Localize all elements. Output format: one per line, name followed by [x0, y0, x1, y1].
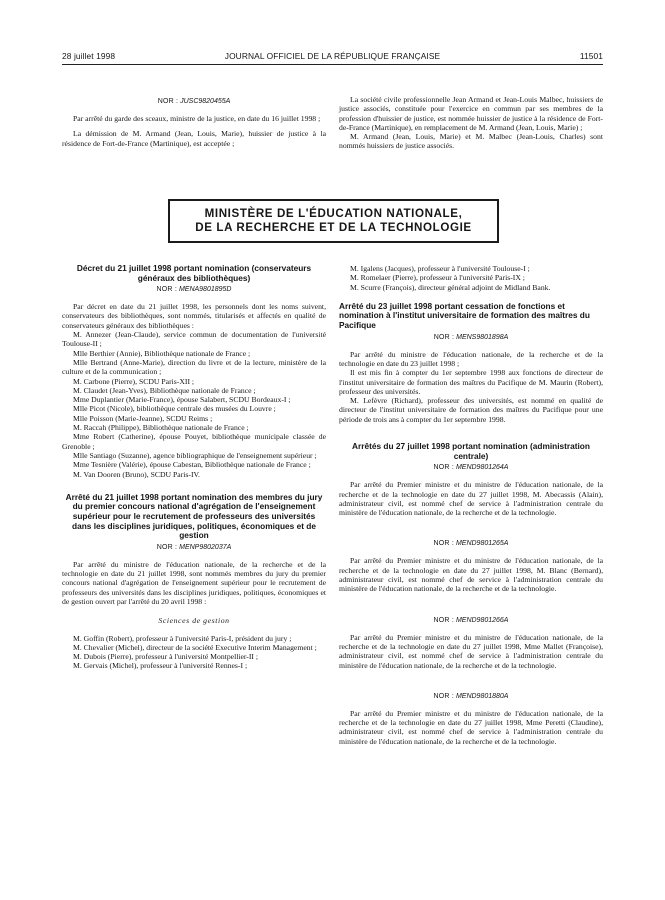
list-item: Mme Tesnière (Valérie), épouse Cabestan, Bibliothèque nationale de France ;: [73, 460, 311, 470]
list-item: M. Carbone (Pierre), SCDU Paris-XII ;: [73, 376, 195, 386]
header-date: 28 juillet 1998: [62, 51, 116, 61]
paragraph: Par arrêté du ministre de l'éducation nationale, de la recherche et de la technologie en date du 23 juillet 1998 ;: [339, 349, 603, 368]
list-item: M. Igalens (Jacques), professeur à l'université Toulouse-I ;: [350, 264, 530, 273]
list-item: M. Scurre (François), directeur général adjoint de Midland Bank.: [350, 282, 551, 292]
list-item: Mlle Berthier (Annie), Bibliothèque nationale de France ;: [73, 348, 251, 358]
decret-title: Décret du 21 juillet 1998 portant nomination (conservateurs généraux des bibliothèques): [76, 263, 312, 283]
list-item: M. Annezer (Jean-Claude), service commun de documentation de l'université Toulouse-II ;: [62, 330, 326, 349]
nor-reference: NOR : MEND9801265A: [433, 540, 509, 548]
paragraph: Par arrêté du Premier ministre et du ministre de l'éducation nationale, de la recherche et de la technologie en date du 27 juillet 1998, Mme Mallet (Françoise), administrateur civil, est nommé chef de service à l'administration centrale du ministère de l'éducation nationale, de la recherche et de la technologie.: [339, 632, 603, 670]
top-right-column: [339, 95, 603, 151]
list-item: Mlle Poisson (Marie-Jeanne), SCDU Reims ;: [73, 413, 213, 423]
list-item: M. Claudet (Jean-Yves), Bibliothèque nationale de France ;: [73, 385, 256, 395]
list-item: M. Chevalier (Michel), directeur de la société Executive Interim Management ;: [73, 642, 317, 652]
paragraph: Il est mis fin à compter du 1er septembre 1998 aux fonctions de directeur de l'institut universitaire de formation des maîtres du Pacifique de M. Maurin (Robert), professeur des universités.: [339, 368, 603, 396]
list-item: Mlle Picot (Nicole), bibliothèque centrale des musées du Louvre ;: [73, 404, 276, 414]
list-item: Mlle Santiago (Suzanne), agence bibliographique de l'enseignement supérieur ;: [73, 450, 317, 460]
list-item: Mlle Bertrand (Anne-Marie), direction du livre et de la lecture, ministère de la culture et de la communication ;: [62, 357, 326, 377]
paragraph: La société civile professionnelle Jean Armand et Jean-Louis Malbec, huissiers de justice associés, constituée pour l'exercice en commun par ses membres de la profession d'huissier de justice, est nommée huissier de justice à la résidence de Fort-de-France (Martinique), en remplacement de M. Armand (Jean, Louis, Marie) ;: [339, 95, 603, 132]
nor-reference: NOR : MENA9801895D: [156, 286, 232, 294]
top-left-column: [62, 95, 326, 148]
arrete-jury-title: Arrêté du 21 juillet 1998 portant nomination des membres du jury du premier concours national d'agrégation de l'enseignement supérieur pour le recrutement de professeurs des universités dans les disciplines juridiques, politiques, économiques et de gestion: [65, 491, 323, 541]
nor-reference: NOR : MEND9801880A: [433, 692, 509, 700]
ministry-heading-line-2: DE LA RECHERCHE ET DE LA TECHNOLOGIE: [195, 221, 472, 234]
ministry-heading-box: [168, 199, 499, 243]
list-item: Mme Robert (Catherine), épouse Pouyet, bibliothèque municipale classée de Grenoble ;: [62, 432, 326, 451]
paragraph: Par arrêté du garde des sceaux, ministre de la justice, en date du 16 juillet 1998 ;: [73, 114, 321, 123]
running-header: [62, 51, 603, 65]
section-subtitle: Sciences de gestion: [158, 616, 230, 626]
list-item: M. Dubois (Pierre), professeur à l'université Montpellier-II ;: [73, 652, 259, 662]
list-item: M. Romelaer (Pierre), professeur à l'université Paris-IX ;: [350, 273, 525, 283]
arrete-cessation-title: Arrêté du 23 juillet 1998 portant cessation de fonctions et nomination à l'institut universitaire de formation des maîtres du Pacifique: [339, 300, 590, 331]
header-rule: [62, 64, 603, 65]
nor-reference: NOR : JUSC9820455A: [157, 98, 231, 105]
list-item: M. Van Dooren (Bruno), SCDU Paris-IV.: [73, 469, 200, 479]
paragraph: M. Lefèvre (Richard), professeur des universités, est nommé en qualité de directeur de l'institut universitaire de formation des maîtres du Pacifique pour une période de trois ans à compter du 1er septembre 1998.: [339, 396, 603, 424]
arretes-admin-title: Arrêtés du 27 juillet 1998 portant nomination (administration centrale): [352, 441, 590, 461]
paragraph: M. Armand (Jean, Louis, Marie) et M. Malbec (Jean-Louis, Charles) sont nommés huissiers de justice associés.: [339, 132, 603, 151]
list-item: M. Goffin (Robert), professeur à l'université Paris-I, président du jury ;: [73, 633, 292, 643]
header-title: JOURNAL OFFICIEL DE LA RÉPUBLIQUE FRANÇAISE: [224, 51, 441, 61]
main-left-column: [62, 264, 326, 671]
nor-reference: NOR : MEND9801264A: [433, 464, 509, 472]
page-number: 11501: [579, 51, 603, 61]
nor-reference: NOR : MENS9801898A: [433, 333, 509, 341]
paragraph: Par arrêté du Premier ministre et du ministre de l'éducation nationale, de la recherche et de la technologie en date du 27 juillet 1998, M. Abecassis (Alain), administrateur civil, est nommé chef de service à l'administration centrale du ministère de l'éducation nationale, de la recherche et de la technologie.: [339, 480, 603, 518]
paragraph: Par arrêté du Premier ministre et du ministre de l'éducation nationale, de la recherche et de la technologie en date du 27 juillet 1998, Mme Peretti (Claudine), administrateur civil, est nommé chef de service à l'administration centrale du ministère de l'éducation nationale, de la recherche et de la technologie.: [339, 708, 603, 746]
list-item: M. Gervais (Michel), professeur à l'université Rennes-I ;: [73, 661, 248, 671]
paragraph: La démission de M. Armand (Jean, Louis, Marie), huissier de justice à la résidence de Fort-de-France (Martinique), est acceptée ;: [62, 129, 326, 148]
main-right-column: [339, 264, 603, 746]
nor-reference: NOR : MENP9802037A: [156, 543, 232, 551]
ministry-heading-line-1: MINISTÈRE DE L'ÉDUCATION NATIONALE,: [204, 207, 463, 220]
paragraph: Par arrêté du Premier ministre et du ministre de l'éducation nationale, de la recherche et de la technologie en date du 27 juillet 1998, M. Blanc (Bernard), administrateur civil, est nommé chef de service à l'administration centrale du ministère de l'éducation nationale, de la recherche et de la technologie.: [339, 556, 603, 594]
list-item: Mme Duplantier (Marie-France), épouse Salabert, SCDU Bordeaux-I ;: [73, 395, 291, 405]
list-item: M. Raccah (Philippe), Bibliothèque nationale de France ;: [73, 423, 249, 433]
arrete-jury-intro: Par arrêté du ministre de l'éducation nationale, de la recherche et de la technologie en date du 21 juillet 1998, sont nommés membres du jury du premier concours national d'agrégation de l'enseignement supérieur pour le recrutement de professeurs des universités dans les disciplines juridiques, politiques, économiques et de gestion ouvert par l'arrêté du 20 avril 1998 :: [62, 559, 326, 606]
nor-reference: NOR : MEND9801266A: [433, 616, 509, 624]
decret-intro: Par décret en date du 21 juillet 1998, les personnels dont les noms suivent, conservateurs des bibliothèques, sont nommés, titularisés et affectés en qualité de conservateurs généraux des bibliothèques :: [62, 302, 326, 330]
